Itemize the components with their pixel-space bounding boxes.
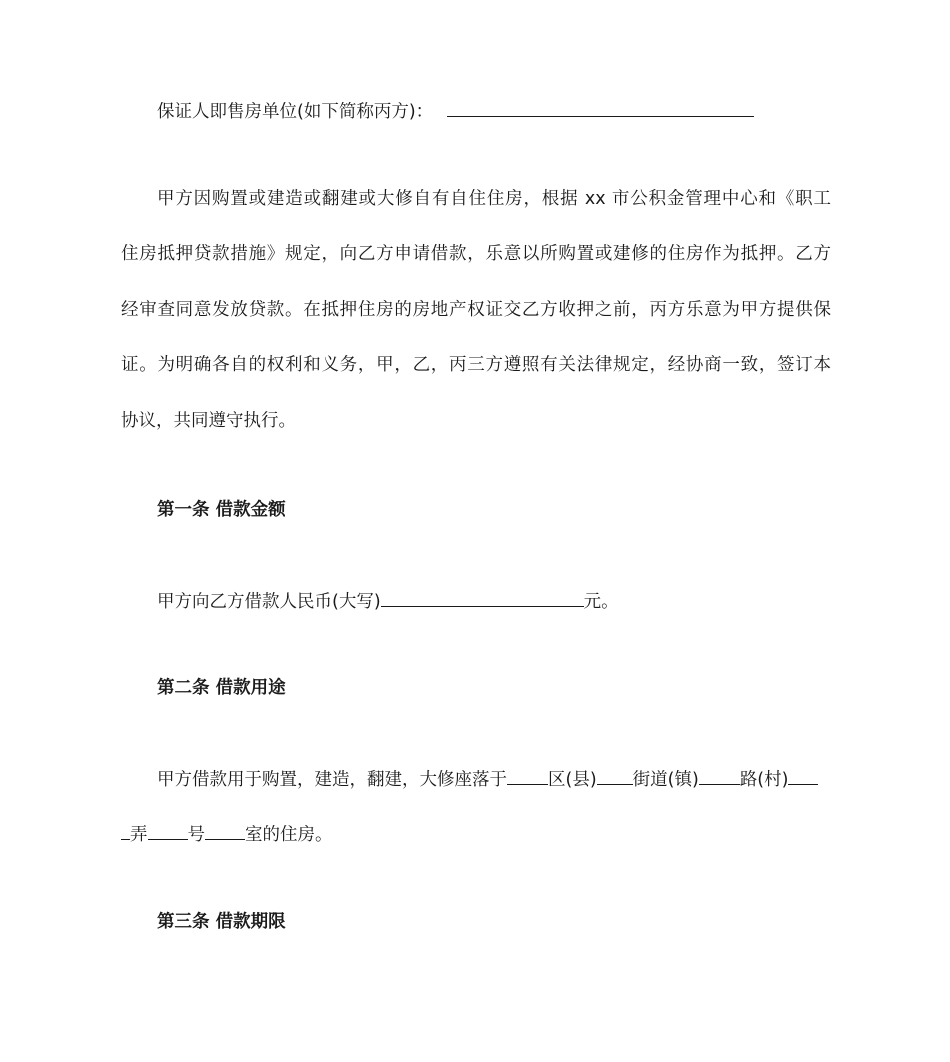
preamble-line-5: 协议，共同遵守执行。: [121, 411, 296, 431]
article-2-title: 第二条 借款用途: [157, 678, 286, 698]
article-2-line-1: [157, 766, 831, 792]
room-blank[interactable]: [205, 821, 245, 840]
district-blank[interactable]: [507, 766, 548, 785]
preamble-line-1: 甲方因购置或建造或翻建或大修自有自住住房，根据 xx 市公积金管理中心和《职工: [157, 189, 831, 209]
guarantor-blank[interactable]: [447, 98, 754, 117]
preamble-line-2: 住房抵押贷款措施》规定，向乙方申请借款，乐意以所购置或建修的住房作为抵押。乙方: [121, 244, 831, 264]
article-2-text-4: 路(村): [739, 770, 789, 790]
lane-blank-part2[interactable]: [121, 821, 130, 840]
article-2-line-2: [121, 821, 831, 847]
article-2-text-2: 区(县): [548, 770, 597, 790]
article-2-text-7: 室的住房。: [245, 825, 333, 845]
article-1-text-before: 甲方向乙方借款人民币(大写): [157, 592, 381, 612]
street-blank[interactable]: [597, 766, 633, 785]
number-blank[interactable]: [148, 821, 188, 840]
road-blank[interactable]: [699, 766, 740, 785]
loan-amount-blank[interactable]: [381, 588, 584, 607]
article-3-title: 第三条 借款期限: [157, 912, 286, 932]
article-2-text-5: 弄: [130, 825, 148, 845]
guarantor-line: [157, 98, 831, 124]
article-1-text: [157, 588, 831, 614]
article-1-text-after: 元。: [583, 592, 619, 612]
preamble-line-4: 证。为明确各自的权利和义务，甲，乙，丙三方遵照有关法律规定，经协商一致，签订本: [121, 355, 831, 375]
article-2-text-3: 街道(镇): [632, 770, 699, 790]
article-2-text-1: 甲方借款用于购置，建造，翻建，大修座落于: [157, 770, 507, 790]
guarantor-label: 保证人即售房单位(如下简称丙方)：: [157, 102, 434, 122]
article-1-title: 第一条 借款金额: [157, 500, 286, 520]
lane-blank-part1[interactable]: [788, 766, 818, 785]
article-2-text-6: 号: [187, 825, 205, 845]
preamble-line-3: 经审查同意发放贷款。在抵押住房的房地产权证交乙方收押之前，丙方乐意为甲方提供保: [121, 300, 831, 320]
